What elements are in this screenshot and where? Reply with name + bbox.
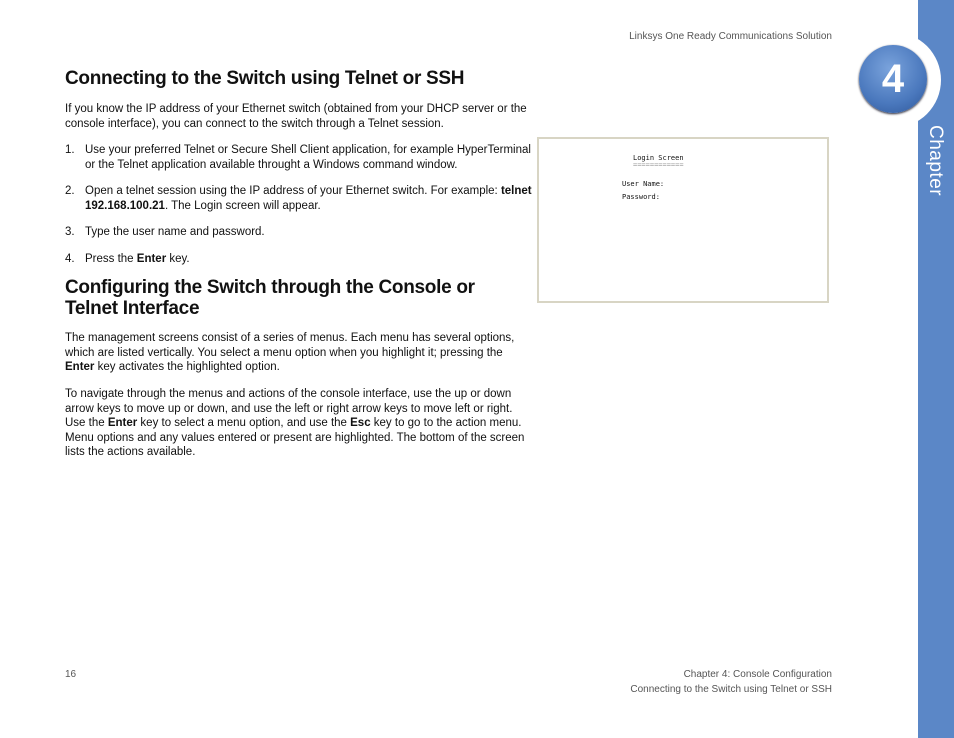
section-heading-telnet: Connecting to the Switch using Telnet or SSH xyxy=(65,68,465,89)
list-number: 4. xyxy=(65,253,75,265)
intro-paragraph: If you know the IP address of your Ethernet switch (obtained from your DHCP server or the console interface), you can connect to the switch through a Telnet session. xyxy=(65,103,527,130)
list-item xyxy=(65,184,535,214)
list-item xyxy=(65,225,535,240)
chapter-label: Chapter xyxy=(925,125,946,197)
chapter-number-badge: 4 xyxy=(859,45,927,113)
footer-section: Connecting to the Switch using Telnet or SSH xyxy=(630,684,832,695)
running-header: Linksys One Ready Communications Solution xyxy=(629,31,832,42)
user-name-label: User Name: xyxy=(622,180,665,188)
list-item xyxy=(65,143,535,173)
login-screen-title: Login Screen xyxy=(633,154,684,162)
list-text: Open a telnet session using the IP address of your Ethernet switch. For example: telnet 192.168.100.21. The Login screen will appear. xyxy=(85,185,532,212)
list-item xyxy=(65,252,535,267)
footer-chapter: Chapter 4: Console Configuration xyxy=(683,669,832,680)
login-screen-screenshot xyxy=(537,137,829,303)
list-text: Press the Enter key. xyxy=(85,253,190,265)
section-heading-configuring: Configuring the Switch through the Console or Telnet Interface xyxy=(65,277,475,319)
list-text: Type the user name and password. xyxy=(85,226,265,238)
login-screen-underline: ============ xyxy=(633,161,684,169)
list-number: 3. xyxy=(65,226,75,238)
menus-paragraph: The management screens consist of a series of menus. Each menu has several options, which are listed vertically. You select a menu option when you highlight it; pressing the Enter key activates the highlighted option. xyxy=(65,332,515,373)
list-number: 2. xyxy=(65,185,75,197)
page-number: 16 xyxy=(65,669,77,680)
list-text: Use your preferred Telnet or Secure Shell Client application, for example HyperTerminal or the Telnet application available throught a Windows command window. xyxy=(85,144,531,171)
navigation-paragraph: To navigate through the menus and actions of the console interface, use the up or down arrow keys to move up or down, and use the left or right arrow keys to move left or right. Use the Enter key to select a menu option, and use the Esc key to go to the action menu. Menu options and any values entered or present are highlighted. The bottom of the screen lists the actions available. xyxy=(65,388,525,458)
command-text: telnet 192.168.100.21 xyxy=(85,185,532,212)
password-label: Password: xyxy=(622,193,660,201)
list-number: 1. xyxy=(65,144,75,156)
